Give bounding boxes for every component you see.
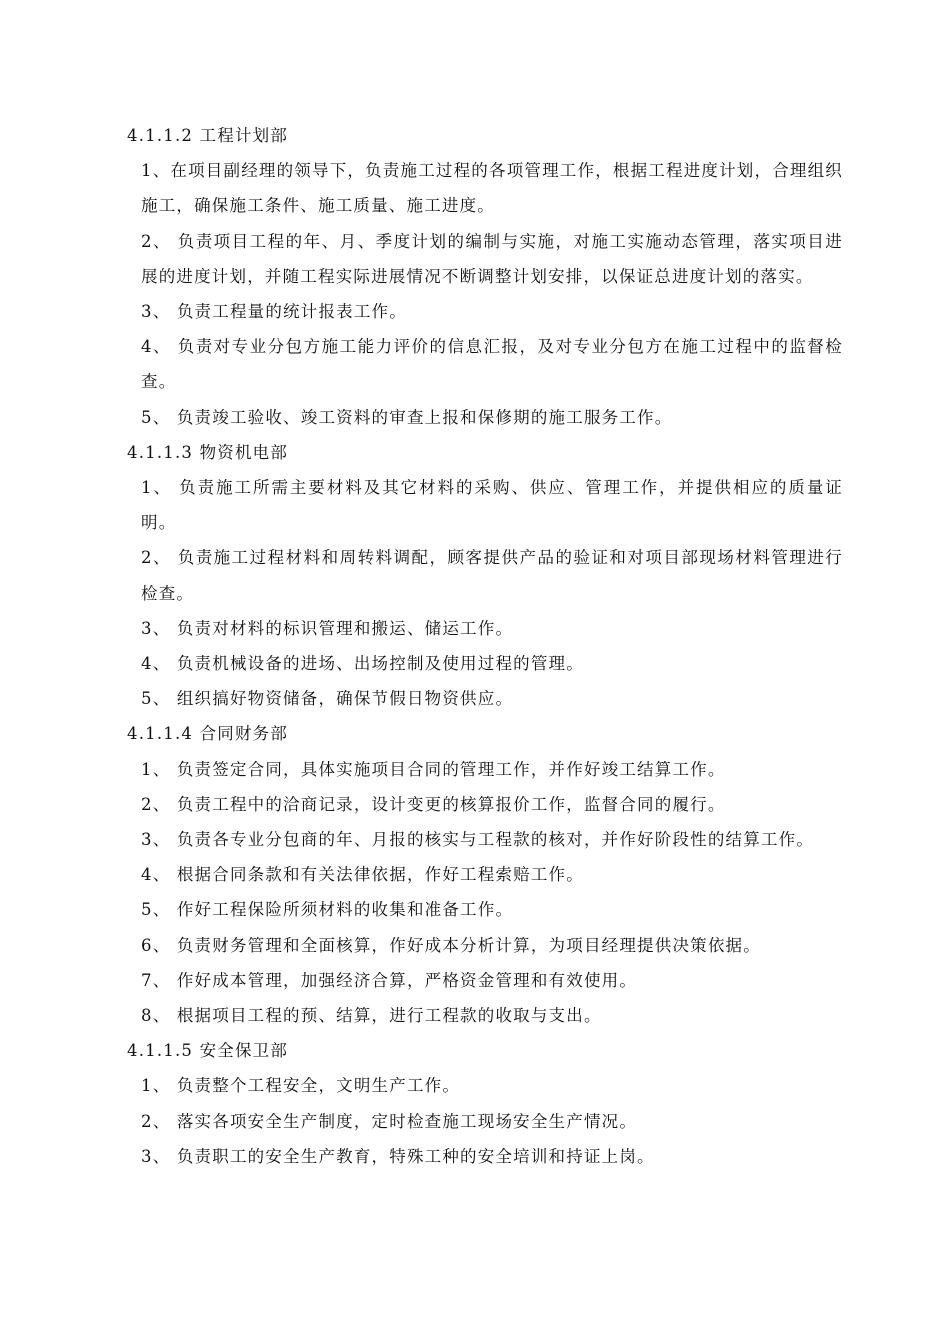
list-item: 2、 负责工程中的洽商记录，设计变更的核算报价工作，监督合同的履行。 — [141, 794, 726, 814]
list-item: 3、 负责对材料的标识管理和搬运、储运工作。 — [141, 618, 514, 638]
document-body — [121, 118, 843, 1174]
list-item: 2、 负责施工过程材料和周转料调配，顾客提供产品的验证和对项目部现场材料管理进行检查。 — [141, 548, 843, 603]
list-item: 1、 负责整个工程安全，文明生产工作。 — [141, 1076, 461, 1096]
section-heading-materials-equipment: 4.1.1.3 物资机电部 — [127, 442, 289, 462]
list-item: 3、 负责职工的安全生产教育，特殊工种的安全培训和持证上岗。 — [141, 1146, 655, 1166]
list-item: 2、 负责项目工程的年、月、季度计划的编制与实施，对施工实施动态管理，落实项目进展的进度计划，并随工程实际进展情况不断调整计划安排，以保证总进度计划的落实。 — [141, 231, 843, 286]
list-item: 1、在项目副经理的领导下，负责施工过程的各项管理工作，根据工程进度计划，合理组织施工，确保施工条件、施工质量、施工进度。 — [141, 161, 843, 216]
list-item: 5、 组织搞好物资储备，确保节假日物资供应。 — [141, 689, 514, 709]
list-item: 2、 落实各项安全生产制度，定时检查施工现场安全生产情况。 — [141, 1111, 638, 1131]
list-item: 5、 负责竣工验收、竣工资料的审查上报和保修期的施工服务工作。 — [141, 407, 673, 427]
list-item: 3、 负责工程量的统计报表工作。 — [141, 302, 407, 322]
section-heading-contract-finance: 4.1.1.4 合同财务部 — [127, 724, 289, 744]
list-item: 4、 负责机械设备的进场、出场控制及使用过程的管理。 — [141, 654, 584, 674]
list-item: 7、 作好成本管理，加强经济合算，严格资金管理和有效使用。 — [141, 970, 638, 990]
list-item: 3、 负责各专业分包商的年、月报的核实与工程款的核对，并作好阶段性的结算工作。 — [141, 830, 815, 850]
list-item: 4、 负责对专业分包方施工能力评价的信息汇报，及对专业分包方在施工过程中的监督检查。 — [141, 337, 843, 392]
list-item: 1、 负责施工所需主要材料及其它材料的采购、供应、管理工作，并提供相应的质量证明。 — [141, 478, 843, 533]
list-item: 8、 根据项目工程的预、结算，进行工程款的收取与支出。 — [141, 1006, 602, 1026]
section-heading-engineering-planning: 4.1.1.2 工程计划部 — [127, 126, 289, 145]
list-item: 5、 作好工程保险所须材料的收集和准备工作。 — [141, 900, 514, 920]
list-item: 6、 负责财务管理和全面核算，作好成本分析计算，为项目经理提供决策依据。 — [141, 935, 761, 955]
list-item: 1、 负责签定合同，具体实施项目合同的管理工作，并作好竣工结算工作。 — [141, 759, 726, 779]
list-item: 4、 根据合同条款和有关法律依据，作好工程索赔工作。 — [141, 865, 584, 885]
section-heading-safety-security: 4.1.1.5 安全保卫部 — [127, 1041, 289, 1061]
